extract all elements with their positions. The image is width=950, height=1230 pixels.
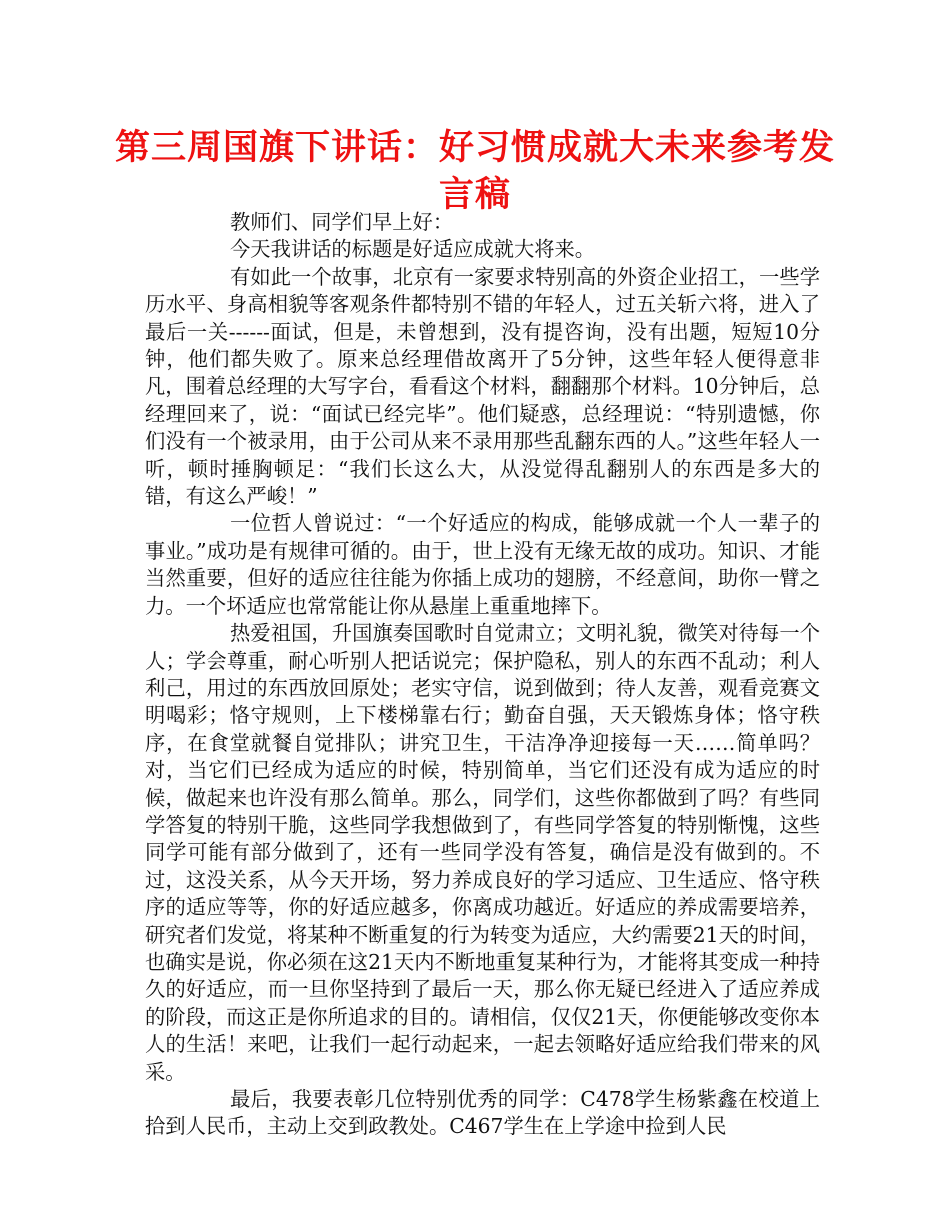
- commendation-paragraph: 最后，我要表彰几位特别优秀的同学：C478学生杨紫鑫在校道上拾到人民币，主动上交到政教处。C467学生在上学途中捡到人民: [145, 1087, 820, 1139]
- greeting-paragraph: 教师们、同学们早上好：: [230, 210, 454, 234]
- document-body: [145, 209, 820, 1141]
- habits-paragraph: 热爱祖国，升国旗奏国歌时自觉肃立；文明礼貌，微笑对待每一个人；学会尊重，耐心听别人把话说完；保护隐私，别人的东西不乱动；利人利己，用过的东西放回原处；老实守信，说到做到；待人友善，观看竞赛文明喝彩；恪守规则，上下楼梯靠右行；勤奋自强，天天锻炼身体；恪守秩序，在食堂就餐自觉排队；讲究卫生，干洁净净迎接每一天……简单吗？对，当它们已经成为适应的时候，特别简单，当它们还没有成为适应的时候，做起来也许没有那么简单。那么，同学们，这些你都做到了吗？有些同学答复的特别干脆，这些同学我想做到了，有些同学答复的特别惭愧，这些同学可能有部分做到了，还有一些同学没有答复，确信是没有做到的。不过，这没关系，从今天开场，努力养成良好的学习适应、卫生适应、恪守秩序的适应等等，你的好适应越多，你离成功越近。好适应的养成需要培养，研究者们发觉，将某种不断重复的行为转变为适应，大约需要21天的时间，也确实是说，你必须在这21天内不断地重复某种行为，才能将其变成一种持久的好适应，而一旦你坚持到了最后一天，那么你无疑已经进入了适应养成的阶段，而这正是你所追求的目的。请相信，仅仅21天，你便能够改变你本人的生活！来吧，让我们一起行动起来，一起去领略好适应给我们带来的风采。: [145, 621, 820, 1084]
- document-title: 第三周国旗下讲话：好习惯成就大未来参考发言稿: [114, 128, 835, 215]
- quote-paragraph: 一位哲人曾说过：“一个好适应的构成，能够成就一个人一辈子的事业。”成功是有规律可循的。由于，世上没有无缘无故的成功。知识、才能当然重要，但好的适应往往能为你插上成功的翅膀，不经意间，助你一臂之力。一个坏适应也常常能让你从悬崖上重重地摔下。: [145, 511, 820, 618]
- topic-paragraph: 今天我讲话的标题是好适应成就大将来。: [230, 237, 596, 262]
- story-paragraph: 有如此一个故事，北京有一家要求特别高的外资企业招工，一些学历水平、身高相貌等客观条件都特别不错的年轻人，过五关斩六将，进入了最后一关------面试，但是，未曾想到，没有提咨询，没有出题，短短10分钟，他们都失败了。原来总经理借故离开了5分钟，这些年轻人便得意非凡，围着总经理的大写字台，看看这个材料，翻翻那个材料。10分钟后，总经理回来了，说：“面试已经完毕”。他们疑惑，总经理说：“特别遗憾，你们没有一个被录用，由于公司从来不录用那些乱翻东西的人。”这些年轻人一听，顿时捶胸顿足：“我们长这么大，从没觉得乱翻别人的东西是多大的错，有这么严峻！”: [145, 264, 820, 509]
